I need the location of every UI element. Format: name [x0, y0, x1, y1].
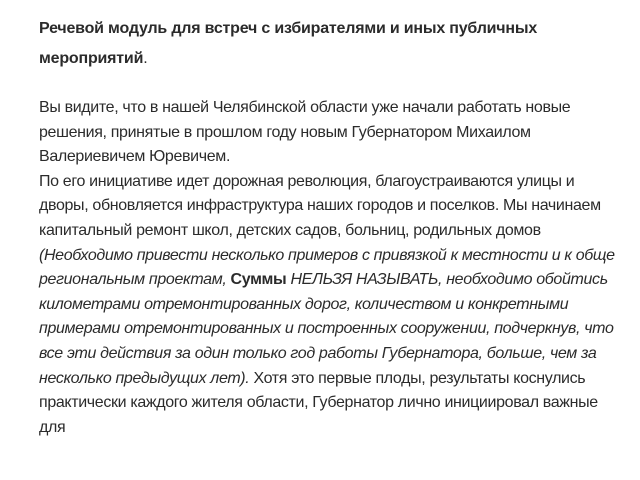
- document-body: [39, 14, 624, 440]
- paragraph-gap: [39, 74, 624, 96]
- instruction-note-part-2: НЕЛЬЗЯ НАЗЫВАТЬ, необходимо обойтись километрами отремонтированных дорог, количеством и конкретными примерами отремонтированных и построенных сооружении, подчеркнув, что все эти действия за один только год работы Губернатора, больше, чем за несколько предыдущих лет).: [39, 271, 614, 387]
- paragraph-2-intro: По его инициативе идет дорожная революция, благоустраиваются улицы и дворы, обновляется инфраструктура наших городов и поселков. Мы начинаем капитальный ремонт школ, детских садов, больниц, родильных домов: [39, 172, 601, 239]
- paragraph-1-text: Вы видите, что в нашей Челябинской области уже начали работать новые решения, принятые в прошлом году новым Губернатором Михаилом Валериевичем Юревичем.: [39, 99, 571, 166]
- instruction-note: [39, 247, 615, 387]
- title-bold-text: Речевой модуль для встреч с избирателями и иных публичных мероприятий: [39, 20, 538, 67]
- document-title: [39, 14, 624, 74]
- paragraph-2-continuation: Хотя это первые плоды, результаты коснулись практически каждого жителя области, Губернатор лично инициировал важные для: [39, 369, 598, 436]
- title-period: .: [143, 50, 148, 67]
- body-paragraph: [39, 96, 624, 440]
- instruction-note-part-1: (Необходимо привести несколько примеров с привязкой к местности и к обще региональным проектам,: [39, 246, 615, 289]
- sums-emphasis: Суммы: [230, 271, 287, 289]
